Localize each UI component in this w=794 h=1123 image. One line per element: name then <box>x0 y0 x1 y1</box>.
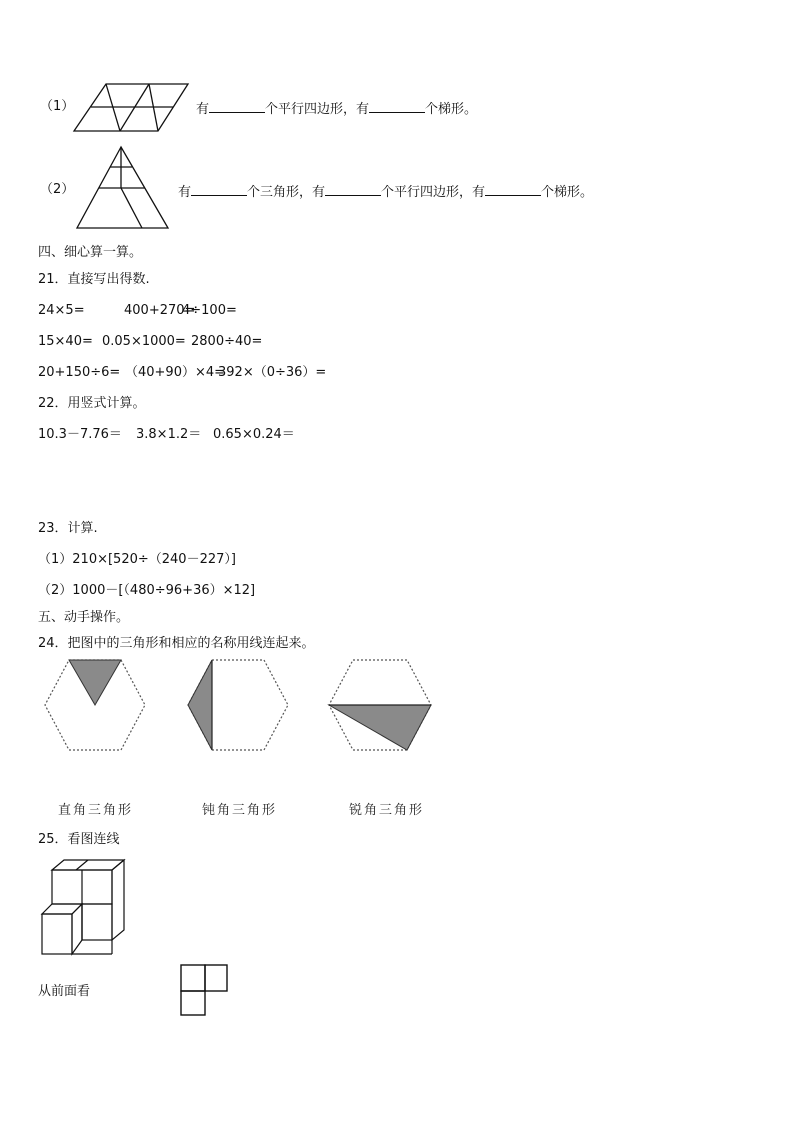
hexagon-right-triangle-figure <box>43 658 147 752</box>
q20-item1-text <box>196 99 477 118</box>
hexagon-obtuse-triangle-figure <box>186 658 290 752</box>
section5-heading: 五、动手操作。 <box>38 610 130 625</box>
q21-row1-c1: 24×5= <box>38 303 85 318</box>
q22-item2: 3.8×1.2＝ <box>136 427 202 442</box>
q24-title: 24．把图中的三角形和相应的名称用线连起来。 <box>38 636 315 651</box>
q23-item2: （2）1000－[（480÷96+36）×12] <box>38 583 256 598</box>
q22-item3: 0.65×0.24＝ <box>213 427 295 442</box>
parallelogram-figure-1 <box>74 82 190 134</box>
answer-blank[interactable] <box>485 182 541 196</box>
q21-row3-c1: 20+150÷6= <box>38 365 121 380</box>
q25-view-label: 从前面看 <box>38 984 91 999</box>
q20-item2-seg3: 个平行四边形，有 <box>381 185 486 200</box>
q25-title: 25．看图连线 <box>38 832 120 847</box>
q21-row3-c3: 392×（0÷36）= <box>218 365 327 380</box>
front-view-figure <box>179 963 231 1019</box>
q21-row2-c2: 0.05×1000= <box>102 334 186 349</box>
q21-title: 21．直接写出得数. <box>38 272 150 287</box>
q20-item1-seg2: 个平行四边形，有 <box>265 102 370 117</box>
q21-row2-c1: 15×40= <box>38 334 93 349</box>
q22-item1: 10.3－7.76＝ <box>38 427 122 442</box>
label-acute-triangle: 锐角三角形 <box>349 803 425 818</box>
q20-item1-seg1: 有 <box>196 102 210 117</box>
q23-item1: （1）210×[520÷（240－227）] <box>38 552 236 567</box>
q20-item2-number: （2） <box>40 182 75 197</box>
triangle-figure-2 <box>75 145 171 231</box>
q20-item1-number: （1） <box>40 99 75 114</box>
cube-stack-figure <box>40 858 132 956</box>
q23-title: 23．计算. <box>38 521 98 536</box>
answer-blank[interactable] <box>191 182 247 196</box>
answer-blank[interactable] <box>325 182 381 196</box>
q21-row2-c3: 2800÷40= <box>191 334 263 349</box>
section4-heading: 四、细心算一算。 <box>38 245 143 260</box>
answer-blank[interactable] <box>369 99 425 113</box>
label-right-triangle: 直角三角形 <box>58 803 134 818</box>
q21-row1-c3: 4÷100= <box>182 303 237 318</box>
label-obtuse-triangle: 钝角三角形 <box>202 803 278 818</box>
q21-row1-c2: 400+270= <box>124 303 196 318</box>
q20-item2-text <box>178 182 593 201</box>
q20-item2-seg1: 有 <box>178 185 192 200</box>
q20-item2-seg2: 个三角形，有 <box>247 185 326 200</box>
q20-item1-seg3: 个梯形。 <box>425 102 478 117</box>
answer-blank[interactable] <box>209 99 265 113</box>
q21-row3-c2: （40+90）×4= <box>125 365 226 380</box>
q22-title: 22．用竖式计算。 <box>38 396 146 411</box>
hexagon-acute-triangle-figure <box>327 658 433 752</box>
q20-item2-seg4: 个梯形。 <box>541 185 594 200</box>
